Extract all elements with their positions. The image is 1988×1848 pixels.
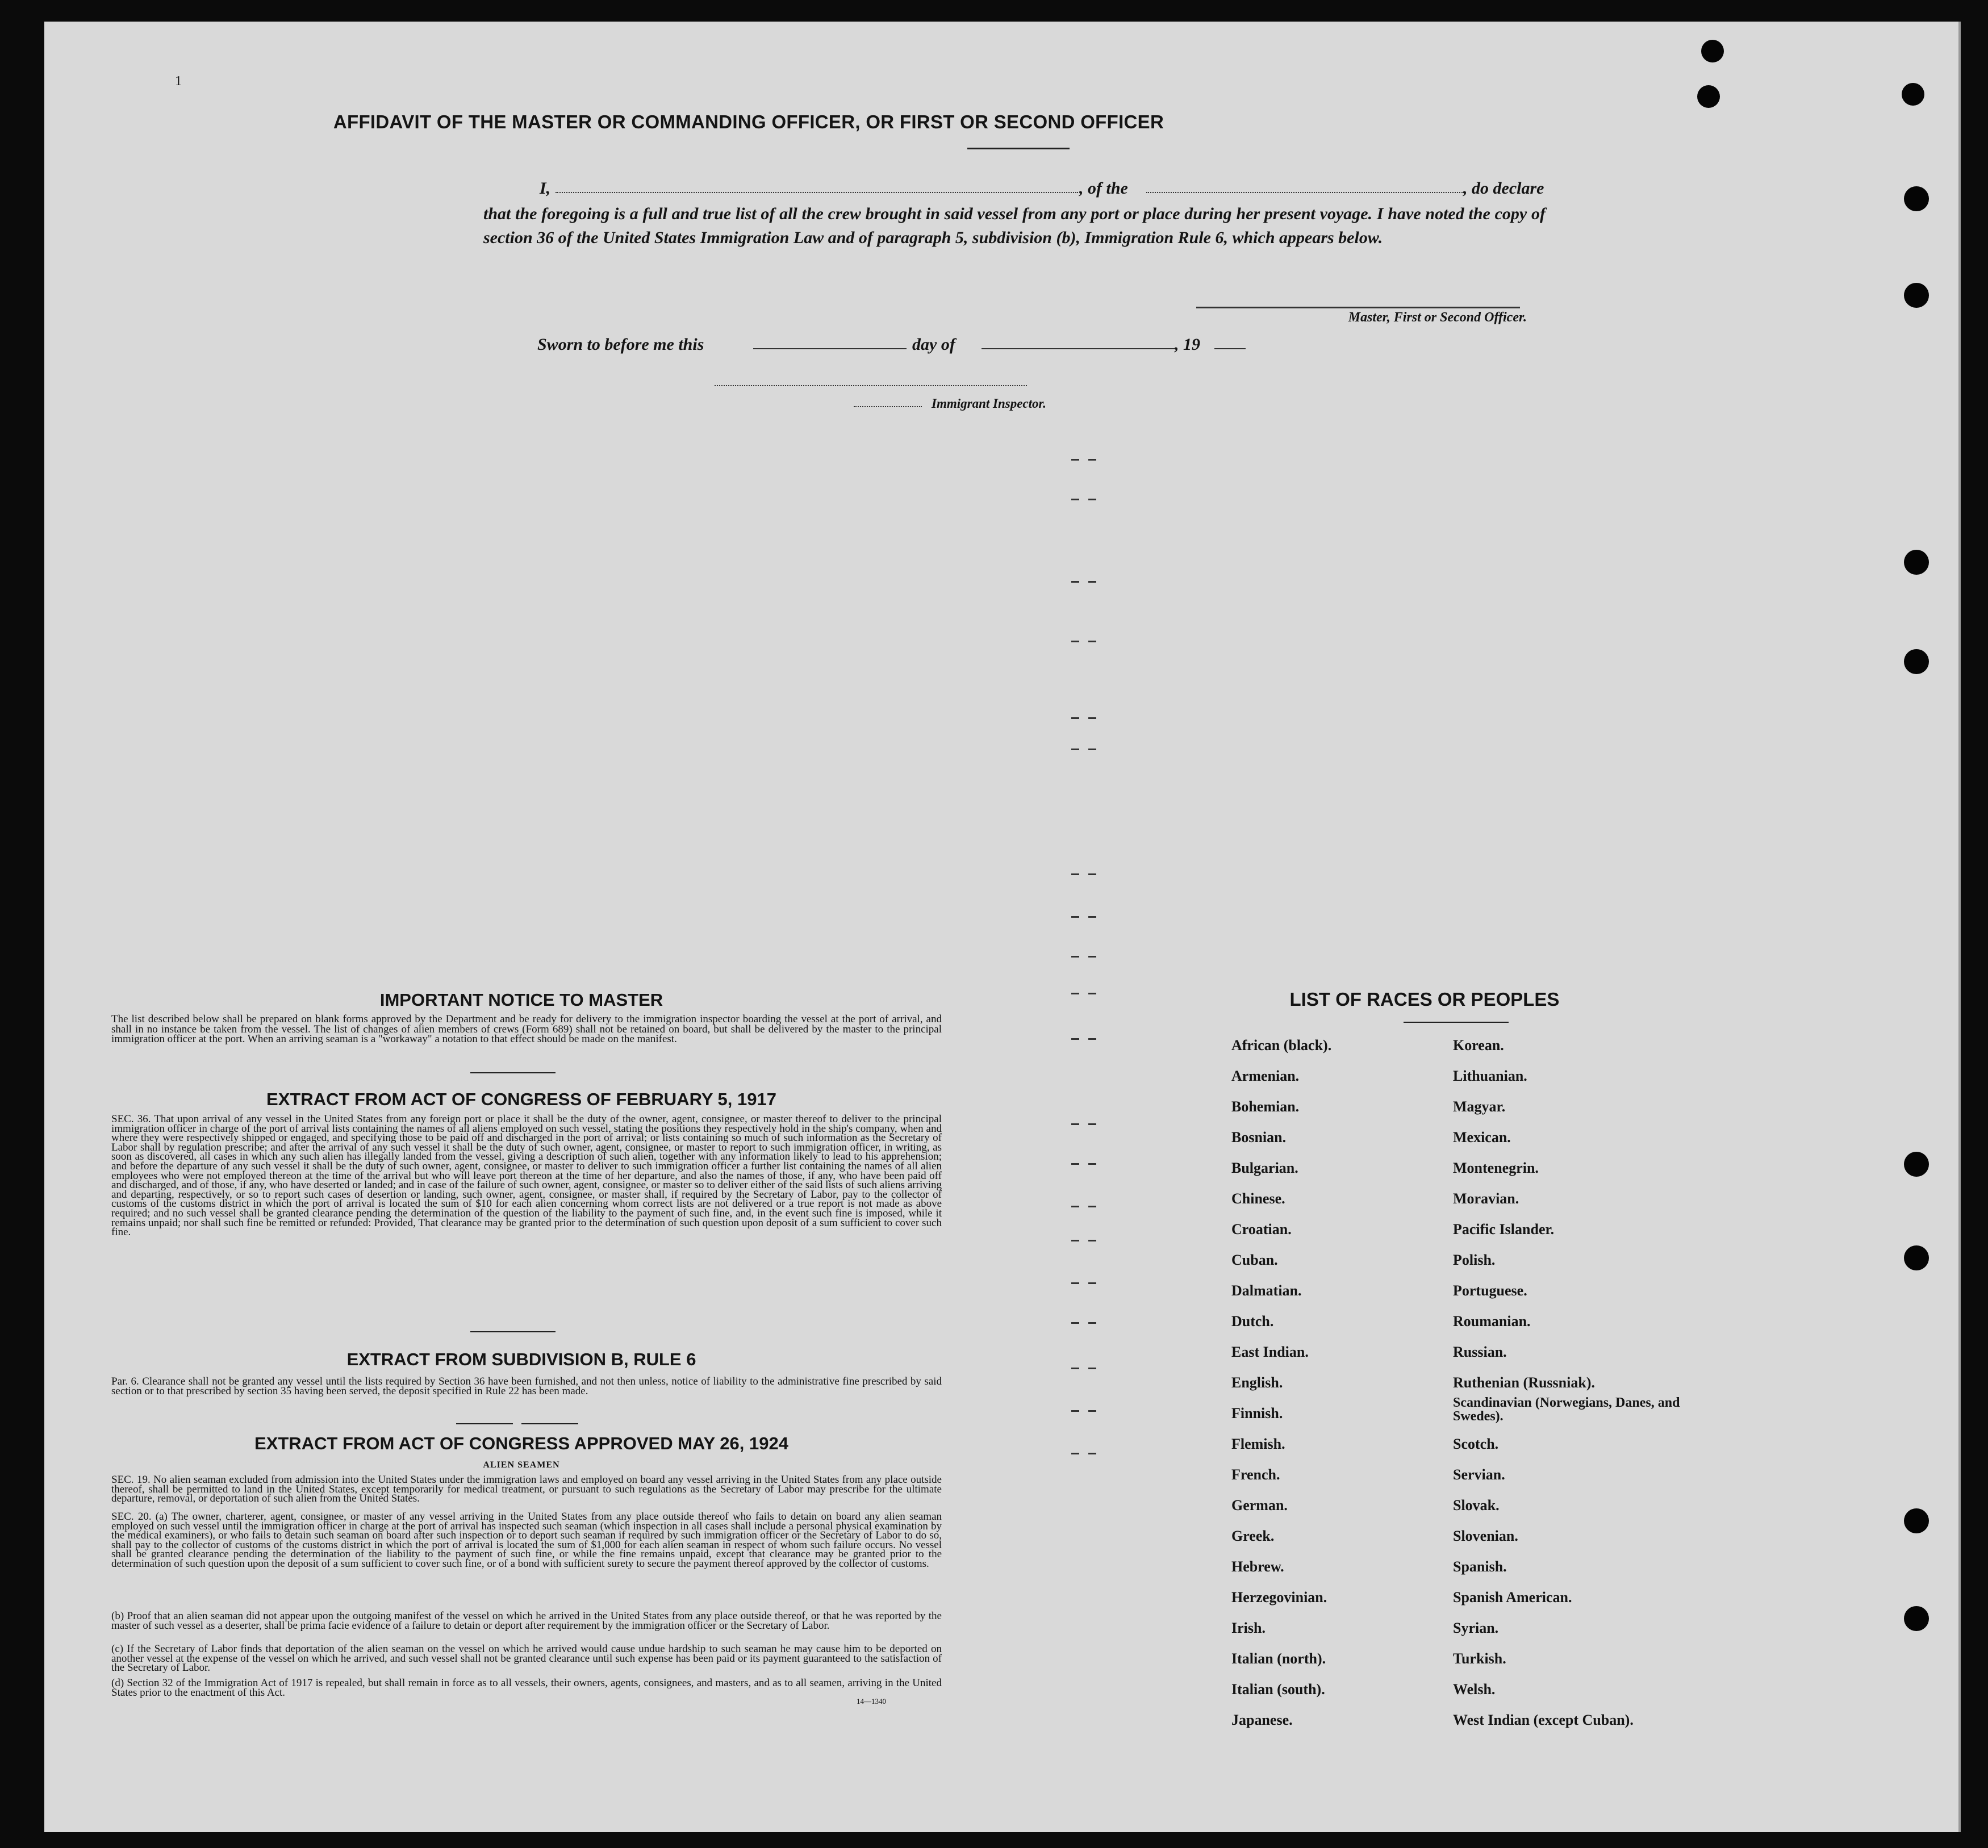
- race-item: Roumanian.: [1453, 1313, 1531, 1329]
- races-underline: [1404, 1022, 1509, 1023]
- extract-1917-title: EXTRACT FROM ACT OF CONGRESS OF FEBRUARY 5, 1917: [266, 1089, 776, 1109]
- sec20d-text: (d) Section 32 of the Immigration Act of 1917 is repealed, but shall remain in force as to all vessels, their owners, agents, consignees, and masters, and as to all seamen, arriving in the United States prior to the enactment of this Act.: [111, 1677, 942, 1699]
- race-item: German.: [1231, 1497, 1288, 1513]
- sworn-year: , 19: [1175, 335, 1200, 354]
- punch-hole: [1904, 550, 1929, 575]
- race-item: Herzegovinian.: [1231, 1589, 1327, 1605]
- fold-dash: [1071, 1206, 1079, 1207]
- race-item: Bulgarian.: [1231, 1160, 1298, 1176]
- race-item: Welsh.: [1453, 1681, 1496, 1698]
- sworn-month-blank[interactable]: [982, 348, 1175, 349]
- fold-dash: [1088, 956, 1096, 958]
- fold-dash: [1088, 1123, 1096, 1125]
- notice-title: IMPORTANT NOTICE TO MASTER: [379, 990, 663, 1010]
- sec20b-text: (b) Proof that an alien seaman did not appear upon the outgoing manifest of the vessel on which he arrived in the United States from any place outside thereof, or that he was reported by the master of such vessel as a deserter, shall be prima facie evidence of a failure to detain or deport after requirement by the immigration officer or the Secretary of Labor.: [111, 1610, 942, 1632]
- race-item: Portuguese.: [1453, 1282, 1527, 1299]
- race-item: East Indian.: [1231, 1344, 1309, 1360]
- rule6-body: Par. 6. Clearance shall not be granted any vessel until the lists required by Section 36 have been furnished, and not then unless, notice of liability to the administrative fine prescribed by said section or to that prescribed by section 35 having been served, the deposit specified in Rule 22 has been made.: [111, 1375, 942, 1397]
- race-item: Slovenian.: [1453, 1528, 1518, 1544]
- race-item: Spanish American.: [1453, 1589, 1572, 1605]
- fold-dash: [1088, 993, 1096, 994]
- race-item: Spanish.: [1453, 1558, 1507, 1575]
- race-item: Armenian.: [1231, 1068, 1300, 1084]
- race-item: Dalmatian.: [1231, 1282, 1302, 1299]
- race-item: Bohemian.: [1231, 1098, 1300, 1115]
- fold-dash: [1088, 1163, 1096, 1165]
- punch-hole: [1902, 83, 1924, 106]
- punch-hole: [1904, 1152, 1929, 1177]
- race-item: Slovak.: [1453, 1497, 1500, 1513]
- fold-dash: [1071, 1322, 1079, 1324]
- fold-dash: [1088, 916, 1096, 918]
- inspector-line[interactable]: [715, 385, 1027, 386]
- rule6-divider-b: [521, 1423, 578, 1424]
- fold-dash: [1071, 1240, 1079, 1241]
- title-underline: [967, 148, 1070, 149]
- vessel-blank[interactable]: [1146, 192, 1464, 193]
- fold-dash: [1071, 1123, 1079, 1125]
- sworn-prefix: Sworn to before me this: [537, 335, 704, 354]
- fold-dash: [1088, 581, 1096, 583]
- form-number: 14—1340: [857, 1697, 886, 1705]
- race-item: Irish.: [1231, 1620, 1266, 1636]
- race-item: Chinese.: [1231, 1190, 1285, 1207]
- race-item: Italian (south).: [1231, 1681, 1325, 1698]
- document-page: [44, 22, 1961, 1832]
- race-item: Moravian.: [1453, 1190, 1519, 1207]
- corner-mark: 1: [175, 74, 182, 89]
- notice-body: The list described below shall be prepared on blank forms approved by the Department and be ready for delivery to the immigration inspector boarding the vessel at the port of arrival, and shall in no instance be taken from the vessel. The list of changes of alien members of crews (Form 689) shall not be retained on board, but shall be delivered by the master to the principal immigration officer at the port. When an arriving seaman is a "workaway" a notation to that effect should be made on the manifest.: [111, 1013, 942, 1045]
- race-item: Scotch.: [1453, 1436, 1499, 1452]
- punch-hole: [1904, 649, 1929, 674]
- affidavit-i-label: I,: [540, 179, 551, 198]
- affidavit-title: AFFIDAVIT OF THE MASTER OR COMMANDING OFFICER, OR FIRST OR SECOND OFFICER: [333, 111, 1164, 132]
- punch-hole: [1904, 1508, 1929, 1533]
- punch-hole: [1697, 85, 1720, 108]
- race-item: Russian.: [1453, 1344, 1507, 1360]
- race-item: Syrian.: [1453, 1620, 1499, 1636]
- race-item: Lithuanian.: [1453, 1068, 1527, 1084]
- fold-dash: [1071, 956, 1079, 958]
- fold-dash: [1088, 749, 1096, 750]
- fold-dash: [1071, 1410, 1079, 1412]
- fold-dash: [1088, 1206, 1096, 1207]
- signature-caption: Master, First or Second Officer.: [1348, 310, 1527, 325]
- race-item: Scandinavian (Norwegians, Danes, and Swedes).: [1453, 1395, 1680, 1424]
- fold-dash: [1071, 1282, 1079, 1284]
- race-item: Ruthenian (Russniak).: [1453, 1374, 1595, 1391]
- race-item: Magyar.: [1453, 1098, 1506, 1115]
- punch-hole: [1904, 283, 1929, 308]
- sworn-year-blank[interactable]: [1214, 348, 1246, 349]
- affidavit-of-the-label: , of the: [1079, 179, 1128, 198]
- rule6-title: EXTRACT FROM SUBDIVISION B, RULE 6: [346, 1349, 696, 1369]
- punch-hole: [1904, 186, 1929, 211]
- fold-dash: [1071, 641, 1079, 642]
- sec20c-text: (c) If the Secretary of Labor finds that deportation of the alien seaman on the vessel on which he arrived would cause undue hardship to such seaman he may cause him to be deported on another vessel at the expense of the vessel on which he arrived, and such vessel shall not be granted clearance until such expense has been paid or its payment guaranteed to the satisfaction of the Secretary of Labor.: [111, 1643, 942, 1674]
- race-item: Pacific Islander.: [1453, 1221, 1555, 1237]
- race-item: Montenegrin.: [1453, 1160, 1539, 1176]
- race-item: African (black).: [1231, 1037, 1332, 1053]
- race-item: Hebrew.: [1231, 1558, 1284, 1575]
- sec19-text: SEC. 19. No alien seaman excluded from admission into the United States under the immigration laws and employed on board any vessel arriving in the United States from any place outside thereof, shall be permitted to land in the United States, except temporarily for medical treatment, or pursuant to such regulations as the Secretary of Labor may prescribe for the ultimate departure, removal, or deportation of such alien from the United States.: [111, 1474, 942, 1504]
- race-item: Turkish.: [1453, 1650, 1506, 1667]
- signature-line[interactable]: [1196, 307, 1520, 308]
- fold-dash: [1088, 499, 1096, 500]
- notice-divider: [470, 1072, 556, 1073]
- race-item: Finnish.: [1231, 1405, 1283, 1421]
- race-item: Mexican.: [1453, 1129, 1511, 1145]
- race-item: French.: [1231, 1466, 1280, 1483]
- fold-dash: [1071, 499, 1079, 500]
- fold-dash: [1071, 459, 1079, 461]
- race-item: English.: [1231, 1374, 1283, 1391]
- inspector-line-short: [854, 406, 922, 407]
- sworn-day-of: day of: [912, 335, 955, 354]
- race-item: Servian.: [1453, 1466, 1505, 1483]
- race-item: Polish.: [1453, 1252, 1496, 1268]
- fold-dash: [1071, 1163, 1079, 1165]
- fold-dash: [1071, 717, 1079, 719]
- fold-dash: [1071, 873, 1079, 875]
- fold-dash: [1088, 1368, 1096, 1369]
- fold-dash: [1088, 1282, 1096, 1284]
- fold-dash: [1088, 1453, 1096, 1454]
- extract-1917-body: SEC. 36. That upon arrival of any vessel in the United States from any foreign port or place it shall be the duty of the owner, agent, consignee, or master thereof to deliver to the principal immigration officer in charge of the port of arrival lists containing the names of all aliens employed on such vessel, stating the positions they respectively hold in the ship's company, when and where they were respectively shipped or engaged, and specifying those to be paid off and discharged in the port of arrival; or lists containing so much of such information as the Secretary of Labor shall by regulation prescribe; and after the arrival of any such vessel it shall be the duty of such owner, agent, consignee, or master to report to such immigration officer, in writing, as soon as discovered, all cases in which any such alien has illegally landed from the vessel, giving a description of such alien, together with any information likely to lead to his apprehension; and before the departure of any such vessel it shall be the duty of such owner, agent, consignee, or master to deliver to such immigration officer a further list containing the names of all alien employees who were not employed thereon at the time of the arrival but who will leave port thereon at the time of her departure, and also the names of those, if any, who have been paid off and discharged, and of those, if any, who have deserted or landed; and in case of the failure of such owner, agent, consignee, or master so to deliver either of the said lists of such aliens arriving and departing, respectively, or so to report such cases of desertion or landing, such owner, agent, consignee, or master shall, if required by the Secretary of Labor, pay to the collector of customs of the customs district in which the port of arrival is located the sum of $10 for each alien concerning whom correct lists are not delivered or a true report is not made as above required; and no such vessel shall be granted clearance pending the determination of the question of the liability to the payment of such fine, and, in the event such fine is imposed, while it remains unpaid; nor shall such fine be remitted or refunded: Provided, That clearance may be granted prior to the determination of such question upon deposit of a sum sufficient to cover such fine.: [111, 1113, 942, 1239]
- fold-dash: [1088, 1322, 1096, 1324]
- punch-hole: [1701, 40, 1724, 62]
- sworn-day-blank[interactable]: [753, 348, 907, 349]
- fold-dash: [1071, 581, 1079, 583]
- name-blank[interactable]: [556, 192, 1078, 193]
- race-item: Korean.: [1453, 1037, 1504, 1053]
- race-item: Bosnian.: [1231, 1129, 1287, 1145]
- fold-dash: [1088, 1240, 1096, 1241]
- race-item: Japanese.: [1231, 1712, 1293, 1728]
- fold-dash: [1088, 717, 1096, 719]
- punch-hole: [1904, 1606, 1929, 1631]
- fold-dash: [1071, 993, 1079, 994]
- race-item: Croatian.: [1231, 1221, 1292, 1237]
- race-item: Flemish.: [1231, 1436, 1285, 1452]
- fold-dash: [1071, 916, 1079, 918]
- affidavit-declare-label: , do declare: [1463, 179, 1544, 198]
- rule6-divider-a: [456, 1423, 513, 1424]
- race-item: West Indian (except Cuban).: [1453, 1712, 1634, 1728]
- extract-1924-title: EXTRACT FROM ACT OF CONGRESS APPROVED MAY 26, 1924: [254, 1433, 788, 1453]
- race-item: Cuban.: [1231, 1252, 1278, 1268]
- extract-1917-divider: [470, 1331, 556, 1332]
- fold-dash: [1088, 1038, 1096, 1040]
- fold-dash: [1088, 873, 1096, 875]
- extract-1924-subtitle: ALIEN SEAMEN: [483, 1460, 560, 1470]
- affidavit-body: that the foregoing is a full and true list of all the crew brought in said vessel from any port or place during her present voyage. I have noted the copy of section 36 of the United States Immigration Law and of paragraph 5, subdivision (b), Immigration Rule 6, which appears below.: [483, 204, 1546, 247]
- fold-dash: [1088, 641, 1096, 642]
- sec20a-text: SEC. 20. (a) The owner, charterer, agent, consignee, or master of any vessel arriving in the United States from any place outside thereof who fails to detain on board any alien seaman employed on such vessel until the immigration officer in charge at the port of arrival has inspected such seaman (which inspection in all cases shall include a personal physical examination by the medical examiners), or who fails to detain such seaman on board after such inspection or to deport such seaman if required by such immigration officer or the Secretary of Labor to do so, shall pay to the collector of customs of the customs district in which the port of arrival is located the sum of $1,000 for each alien seaman in respect of whom such failure occurs. No vessel shall be granted clearance pending the determination of the liability to the payment of such fine, or while the fine remains unpaid, except that clearance may be granted prior to the determination of such question upon the deposit of a sum sufficient to cover such fine, or of a bond with sufficient surety to secure the payment thereof approved by the collector of customs.: [111, 1511, 942, 1570]
- race-item: Greek.: [1231, 1528, 1275, 1544]
- fold-dash: [1071, 749, 1079, 750]
- punch-hole: [1904, 1245, 1929, 1270]
- fold-dash: [1088, 1410, 1096, 1412]
- fold-dash: [1088, 459, 1096, 461]
- inspector-caption: Immigrant Inspector.: [932, 396, 1046, 411]
- race-item: Italian (north).: [1231, 1650, 1326, 1667]
- races-title: LIST OF RACES OR PEOPLES: [1289, 989, 1560, 1010]
- fold-dash: [1071, 1038, 1079, 1040]
- race-item: Dutch.: [1231, 1313, 1274, 1329]
- fold-dash: [1071, 1453, 1079, 1454]
- fold-dash: [1071, 1368, 1079, 1369]
